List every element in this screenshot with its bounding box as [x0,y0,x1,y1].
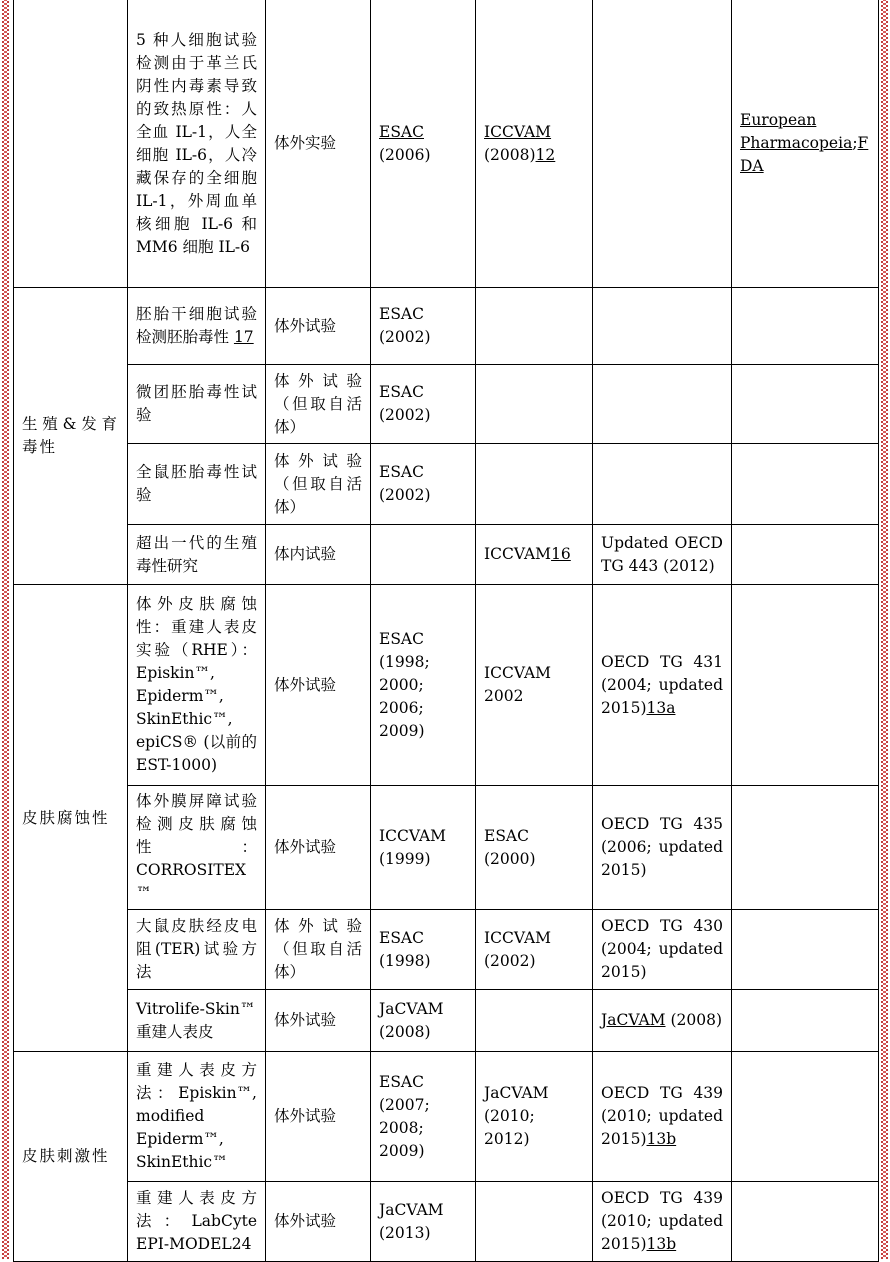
validation-cell-1 [371,0,476,288]
validation-cell-2 [476,990,593,1052]
cell-text: Updated OECD TG 443 (2012) [601,533,723,575]
reference-link[interactable]: European Pharmacopeia [740,111,853,152]
reference-link[interactable]: 16 [551,545,571,563]
test-type-cell: 体外试验 [266,1052,371,1182]
cell-text: 大鼠皮肤经皮电阻(TER)试验方法 [136,917,257,981]
validation-cell-4 [732,444,879,525]
test-type-cell: 体外试验 [266,288,371,365]
validation-cell-2 [476,786,593,910]
reference-link[interactable]: 17 [233,328,254,346]
cell-text: OECD TG 431 (2004; updated 2015) [601,652,723,717]
validation-cell-2 [476,585,593,786]
validation-cell-3 [593,1052,732,1182]
validation-cell-2 [476,365,593,444]
test-type-cell: 体外试验（但取自活体） [266,365,371,444]
method-cell [128,786,266,910]
cell-text: 胚胎干细胞试验检测胚胎毒性 [136,305,257,346]
page-border-left [2,0,9,1259]
table-row [14,288,879,365]
validation-cell-3 [593,990,732,1052]
method-cell [128,0,266,288]
cell-text: ESAC (1998) [379,928,431,970]
validation-cell-3 [593,585,732,786]
validation-cell-2 [476,525,593,585]
method-cell [128,585,266,786]
reference-link[interactable]: 12 [535,145,556,164]
table-row [14,1052,879,1182]
cell-text: ; [852,134,858,152]
cell-text: ESAC (2002) [379,383,431,424]
cell-text: ICCVAM [484,545,552,563]
validation-cell-4 [732,786,879,910]
method-cell [128,365,266,444]
validation-cell-3 [593,444,732,525]
test-type-cell: 体外试验 [266,786,371,910]
page-border-right [881,0,888,1259]
method-cell [128,910,266,990]
validation-cell-1 [371,525,476,585]
test-type-cell: 体内试验 [266,525,371,585]
cell-text: 重建人表皮方法：Episkin™, modified Epiderm™, SkinEthic™ [136,1061,257,1171]
table-row [14,910,879,990]
cell-text: ICCVAM 2002 [484,664,552,705]
validation-cell-3 [593,365,732,444]
table-row [14,1182,879,1262]
cell-text: 体外皮肤腐蚀性：重建人表皮实验（RHE）：Episkin™, Epiderm™, SkinEthic™, epiCS® (以前的 EST-1000) [136,595,257,774]
validation-cell-1 [371,444,476,525]
table-row [14,444,879,525]
validation-cell-3 [593,1182,732,1262]
cell-text: JaCVAM (2010; 2012) [484,1084,549,1148]
test-type-cell: 体外实验 [266,0,371,288]
cell-text: ESAC (2002) [379,305,431,346]
method-cell [128,1052,266,1182]
table-row [14,525,879,585]
validation-cell-4 [732,525,879,585]
table-row [14,786,879,910]
cell-text: JaCVAM (2008) [379,999,444,1041]
validation-cell-1 [371,1182,476,1262]
cell-text: 全鼠胚胎毒性试验 [136,463,257,504]
reference-link[interactable]: ESAC [379,122,424,141]
validation-cell-3 [593,910,732,990]
cell-text: OECD TG 439 (2010; updated 2015) [601,1189,723,1253]
cell-text: (2008) [665,1011,722,1029]
validation-cell-4 [732,585,879,786]
reference-link[interactable]: 13b [646,1235,677,1253]
cell-text: 超出一代的生殖毒性研究 [136,533,257,575]
cell-text: ICCVAM (2002) [484,928,552,970]
test-type-cell: 体外试验（但取自活体） [266,910,371,990]
cell-text: ICCVAM (1999) [379,826,447,868]
cell-text: ESAC (2007; 2008; 2009) [379,1072,430,1160]
validation-cell-2 [476,288,593,365]
method-cell [128,525,266,585]
validation-cell-1 [371,1052,476,1182]
category-cell: 生殖&发育毒性 [14,288,128,585]
validation-cell-4 [732,288,879,365]
validation-cell-2 [476,1052,593,1182]
table-row [14,585,879,786]
validation-cell-2 [476,1182,593,1262]
method-cell [128,1182,266,1262]
category-cell: 皮肤腐蚀性 [14,585,128,1052]
reference-link[interactable]: ICCVAM [484,122,552,141]
validation-cell-4 [732,910,879,990]
validation-cell-3 [593,288,732,365]
reference-link[interactable]: 13b [646,1130,677,1148]
validation-cell-3 [593,0,732,288]
validation-cell-2 [476,0,593,288]
validation-cell-4 [732,0,879,288]
validation-cell-1 [371,288,476,365]
table-row [14,990,879,1052]
cell-text: JaCVAM (2013) [379,1200,444,1242]
validation-cell-4 [732,990,879,1052]
cell-text: (2006) [379,145,431,164]
validation-cell-1 [371,990,476,1052]
category-cell [14,0,128,288]
validation-cell-4 [732,1052,879,1182]
reference-link[interactable]: JaCVAM [601,1011,666,1029]
validation-cell-3 [593,786,732,910]
cell-text: Vitrolife-Skin™ 重建人表皮 [136,999,256,1041]
cell-text: OECD TG 435 (2006; updated 2015) [601,815,723,879]
cell-text: OECD TG 430 (2004; updated 2015) [601,917,723,981]
validation-cell-2 [476,444,593,525]
test-type-cell: 体外试验 [266,990,371,1052]
test-type-cell: 体外试验 [266,585,371,786]
cell-text: (2008) [484,145,536,164]
method-cell [128,444,266,525]
category-cell: 皮肤刺激性 [14,1052,128,1262]
table-row [14,365,879,444]
cell-text: OECD TG 439 (2010; updated 2015) [601,1084,723,1148]
validation-cell-1 [371,910,476,990]
method-cell [128,288,266,365]
validation-cell-1 [371,786,476,910]
validation-cell-1 [371,585,476,786]
validation-cell-4 [732,365,879,444]
cell-text: ESAC (1998; 2000; 2006; 2009) [379,629,430,740]
cell-text: ESAC (2002) [379,463,431,504]
cell-text: 微团胚胎毒性试验 [136,383,257,424]
test-type-cell: 体外试验（但取自活体） [266,444,371,525]
validation-cell-1 [371,365,476,444]
cell-text: ESAC (2000) [484,826,536,868]
cell-text: 5 种人细胞试验检测由于革兰氏阴性内毒素导致的致热原性：人全血 IL-1，人全细胞 IL-6，人冷藏保存的全细胞 IL-1，外周血单核细胞 IL-6 和 MM6 细胞 IL-6 [136,30,257,256]
method-cell [128,990,266,1052]
validation-cell-2 [476,910,593,990]
reference-link[interactable]: FDA [740,134,869,175]
cell-text: 重建人表皮方法：LabCyte EPI-MODEL24 [136,1189,257,1253]
table-row [14,0,879,288]
cell-text: 体外膜屏障试验检测皮肤腐蚀性：CORROSITEX™ [136,792,257,902]
reference-link[interactable]: 13a [646,698,676,717]
validation-cell-4 [732,1182,879,1262]
test-type-cell: 体外试验 [266,1182,371,1262]
validation-methods-table [13,0,879,1262]
validation-cell-3 [593,525,732,585]
